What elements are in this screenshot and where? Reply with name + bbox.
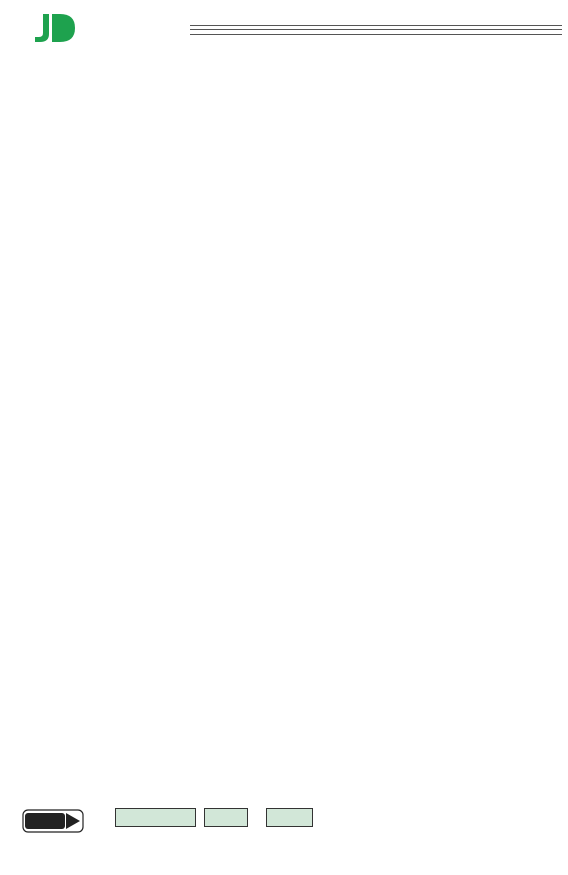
jd-logo	[34, 10, 78, 44]
header-rule	[190, 25, 562, 35]
order-header-model	[115, 808, 196, 827]
order-header-l	[266, 808, 313, 827]
order-method-badge	[22, 809, 84, 833]
order-header-d	[204, 808, 248, 827]
